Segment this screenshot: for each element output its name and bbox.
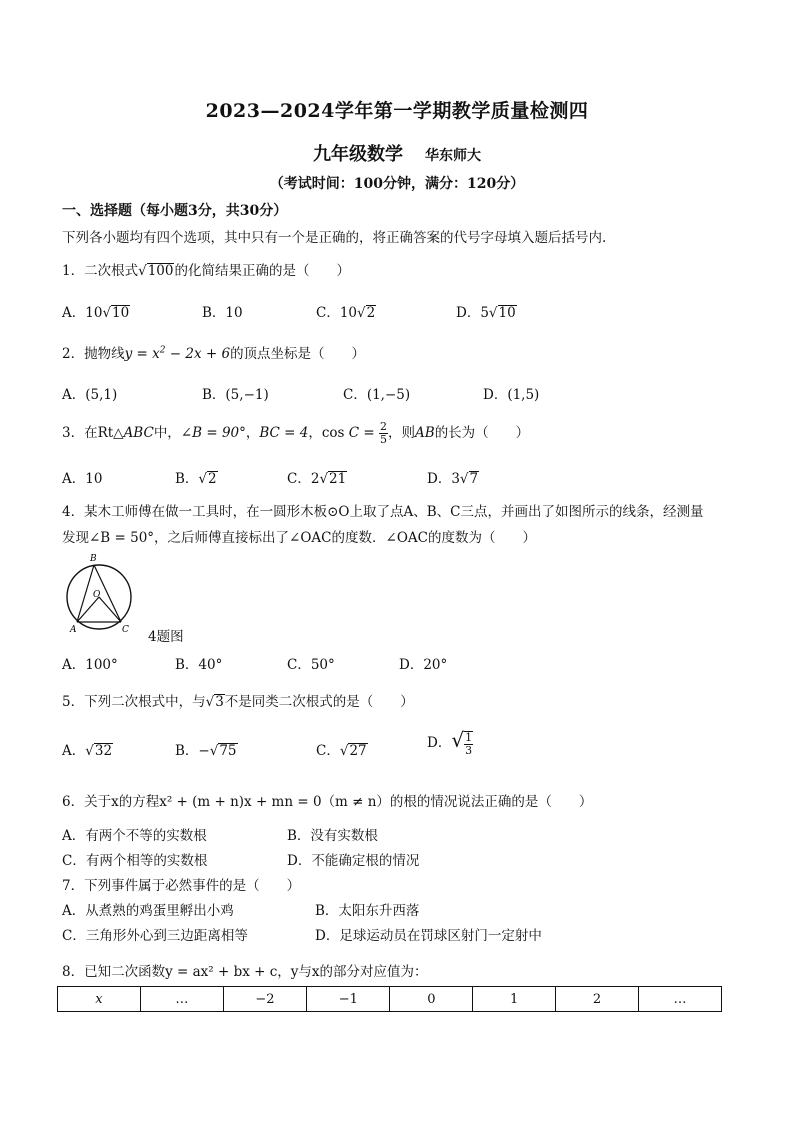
table-row <box>58 987 722 1012</box>
table-cell: 1 <box>473 987 556 1012</box>
exam-info: （考试时间：100分钟，满分：120分） <box>269 176 525 192</box>
q3-option-b: B．√2 <box>175 471 217 487</box>
table-cell: … <box>140 987 223 1012</box>
table-cell: … <box>638 987 721 1012</box>
segment-ba <box>77 565 94 622</box>
question-6: 6．关于x的方程x² + (m + n)x + mn = 0（m ≠ n）的根的情况说法正确的是（ ） <box>62 794 593 810</box>
question-7: 7．下列事件属于必然事件的是（ ） <box>62 878 301 894</box>
q6-option-b: B．没有实数根 <box>287 828 378 844</box>
label-c: C <box>122 625 129 634</box>
circle-figure <box>62 552 144 634</box>
section-heading: 一、选择题（每小题3分，共30分） <box>62 203 288 219</box>
question-1: 1．二次根式√100的化简结果正确的是（ ） <box>62 263 350 279</box>
q2-option-a: A．(5,1) <box>62 387 118 403</box>
q6-option-c: C．有两个相等的实数根 <box>62 853 208 869</box>
q3-option-c: C．2√21 <box>287 471 347 487</box>
q3-option-a: A．10 <box>62 471 103 487</box>
table-cell: 2 <box>556 987 639 1012</box>
question-3: 3．在Rt△ABC中，∠B = 90°，BC = 4，cos C = $\frac{2}{5}$ ，则AB的长为（ ） <box>62 420 530 446</box>
q4-option-c: C．50° <box>287 657 335 673</box>
q2-option-c: C．(1,−5) <box>343 387 411 403</box>
q4-option-b: B．40° <box>175 657 223 673</box>
q3-option-d: D．3√7 <box>427 471 479 487</box>
label-a: A <box>70 625 77 634</box>
table-cell: −2 <box>223 987 306 1012</box>
subject-label: 九年级数学 <box>313 144 403 165</box>
q1-option-a: A．10√10 <box>62 305 130 321</box>
question-4-line1: 4．某木工师傅在做一工具时，在一圆形木板⊙O上取了点A、B、C三点，并画出了如图所示的线条，经测量 <box>62 504 704 520</box>
section-instructions: 下列各小题均有四个选项，其中只有一个是正确的，将正确答案的代号字母填入题后括号内. <box>62 230 607 246</box>
q5-option-d: D．√ $\frac{1}{3}$ <box>427 728 473 757</box>
q3-fraction: $\frac{2}{5}$ <box>380 420 388 446</box>
question-5: 5．下列二次根式中，与√3不是同类二次根式的是（ ） <box>62 694 414 710</box>
q7-option-c: C．三角形外心到三边距离相等 <box>62 928 248 944</box>
q5-option-a: A．√32 <box>62 743 113 759</box>
segment-oc <box>99 597 121 622</box>
value-table <box>57 986 722 1012</box>
q7-option-b: B．太阳东升西落 <box>315 903 420 919</box>
table-cell: −1 <box>307 987 390 1012</box>
q1-suffix: 的化简结果正确的是（ ） <box>174 263 350 279</box>
q1-radicand: 100 <box>147 263 174 279</box>
page-title: 2023—2024学年第一学期教学质量检测四 <box>205 100 589 122</box>
publisher-label: 华东师大 <box>425 148 481 164</box>
question-4-line2: 发现∠B = 50°，之后师傅直接标出了∠OAC的度数．∠OAC的度数为（ ） <box>62 530 536 546</box>
figure-caption: 4题图 <box>148 629 184 645</box>
label-b: B <box>90 554 97 564</box>
q1-option-c: C．10√2 <box>316 305 376 321</box>
q4-option-a: A．100° <box>62 657 118 673</box>
subtitle <box>0 140 794 166</box>
q7-option-d: D．足球运动员在罚球区射门一定射中 <box>315 928 542 944</box>
q2-option-d: D．(1,5) <box>483 387 540 403</box>
q4-option-d: D．20° <box>399 657 448 673</box>
q2-option-b: B．(5,−1) <box>202 387 269 403</box>
q6-option-d: D．不能确定根的情况 <box>287 853 420 869</box>
q1-option-b: B．10 <box>202 305 243 321</box>
q6-option-a: A．有两个不等的实数根 <box>62 828 207 844</box>
q5-option-b: B．−√75 <box>175 743 237 759</box>
q1-prefix: 1．二次根式 <box>62 263 139 279</box>
table-cell: x <box>58 987 141 1012</box>
q1-option-d: D．5√10 <box>456 305 516 321</box>
q5-option-c: C．√27 <box>316 743 367 759</box>
q7-option-a: A．从煮熟的鸡蛋里孵出小鸡 <box>62 903 234 919</box>
label-o: O <box>93 590 101 600</box>
question-8: 8．已知二次函数y = ax² + bx + c，y与x的部分对应值为： <box>62 964 428 980</box>
question-2: 2．抛物线$y = x^2 - 2x + 6$的顶点坐标是（ ） <box>62 345 366 362</box>
table-cell: 0 <box>390 987 473 1012</box>
